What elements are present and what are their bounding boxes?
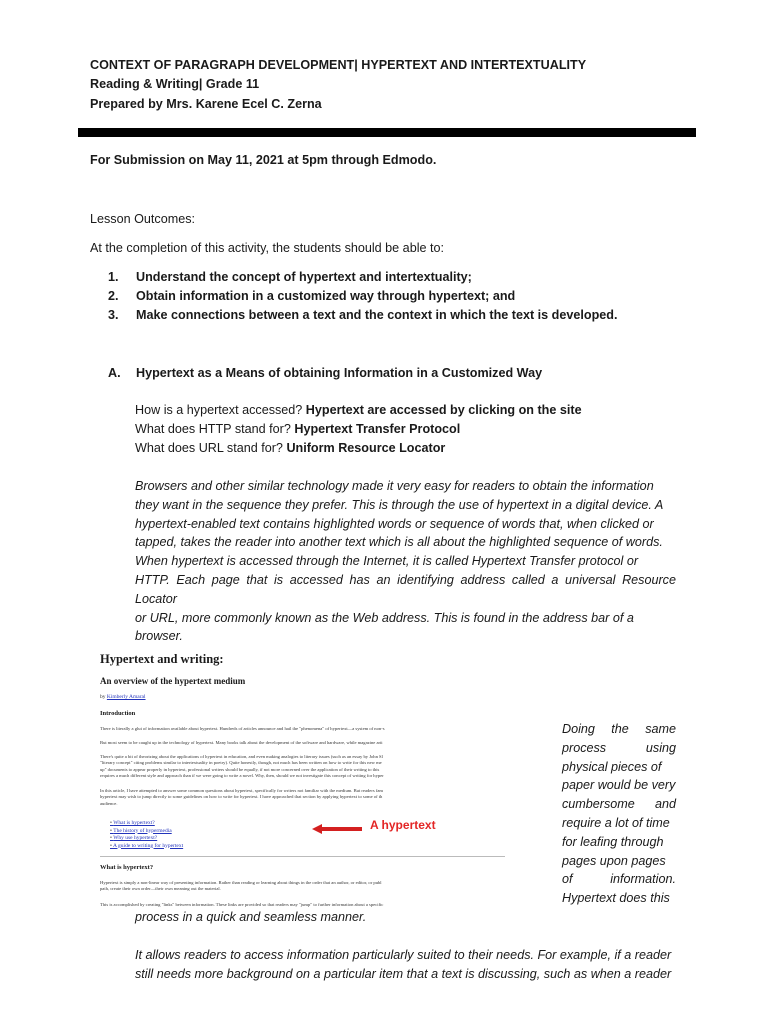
document-subject: Reading & Writing| Grade 11 [90,77,260,91]
screenshot-text-line: path, create their own order—their own meaning out the material. [100,886,221,892]
screenshot-link-list [110,820,183,850]
screenshot-text-line: There's quite a bit of theorizing about the applications of hypertext in education, and even making analogies to literary issues (such as an essay by John Sl [100,754,383,759]
screenshot-title: Hypertext and writing: [100,652,224,666]
outcomes-intro: At the completion of this activity, the students should be able to: [90,241,444,255]
screenshot-text-line: audience. [100,800,118,806]
screenshot-subtitle: An overview of the hypertext medium [100,676,246,686]
section-a-letter: A. [108,366,121,380]
screenshot-text-line: Hypertext is simply a non-linear way of presenting information. Rather than reading or learning about things in the order that an author, or editor, or publ [100,880,382,885]
screenshot-section-heading: What is hypertext? [100,864,154,871]
document-title: CONTEXT OF PARAGRAPH DEVELOPMENT| HYPERTEXT AND INTERTEXTUALITY [90,58,587,72]
outcomes-heading: Lesson Outcomes: [90,212,195,226]
outcomes-list [108,268,617,325]
qa-line: What does URL stand for? Uniform Resource Locator [135,441,446,455]
continuation-text: process in a quick and seamless manner. [135,910,367,924]
hyperlink[interactable]: • What is hypertext? [110,820,183,828]
section-a-title: Hypertext as a Means of obtaining Information in a Customized Way [136,366,543,380]
screenshot-intro-heading: Introduction [100,710,136,717]
screenshot-byline: by Kimberly Amaral [100,694,146,700]
screenshot-text-line: up" documents to appear properly in hypertext, professional writers should be equally, if not more concerned over the application of their writing to this [100,766,380,772]
header-divider [78,128,696,137]
screenshot-text-line: hypertext may wish to jump directly to some guidelines on how to write for hypertext. I have approached that section by applying hypertext to some of th [100,794,383,800]
screenshot-text-line: requires a much different style and approach than if we were going to write a novel. Why, then, should we not investigate this concept of writing for hyper [100,772,384,778]
document-author: Prepared by Mrs. Karene Ecel C. Zerna [90,97,322,111]
list-item: 2. Obtain information in a customized way through hypertext; and [108,289,516,303]
hyperlink[interactable]: • Why use hypertext? [110,835,183,843]
hyperlink[interactable]: • A guide to writing for hypertext [110,843,183,851]
hypertext-screenshot [100,648,505,910]
screenshot-divider [100,856,505,857]
qa-line: How is a hypertext accessed? Hypertext are accessed by clicking on the site [135,403,582,417]
hyperlink[interactable]: • The history of hypermedia [110,828,183,836]
screenshot-text-line: This is accomplished by creating "links" between information. These links are provided so that readers may "jump" to further information about a specific [100,902,384,907]
list-item: 1. Understand the concept of hypertext and intertextuality; [108,270,472,284]
author-link[interactable]: Kimberly Amaral [106,694,146,700]
arrow-annotation: A hypertext [370,818,436,832]
hypertext-paragraph: Browsers and other similar technology made it very easy for readers to obtain the information they want in the sequence they prefer. This is through the use of hypertext in a digital device. A hypertext-enabled text contains highlighted words or sequence of words that, when clicked or tapped, takes the reader into another text which is all about the highlighted sequence of words. When hypertext is accessed through the Internet, it is called Hypertext Transfer protocol or HTTP. Each page that is accessed has an identifying address called a universal Resource Locator or URL, more commonly known as the Web address. This is found in the address bar of a browser. [135,479,676,644]
side-paragraph: Doing the same process using physical pieces of paper would be very cumbersome and require a lot of time for leafing through pages upon pages of information. Hypertext does this [562,722,676,906]
qa-line: What does HTTP stand for? Hypertext Transfer Protocol [135,422,461,436]
left-arrow-icon [312,824,362,834]
screenshot-text-line: There is literally a glut of information available about hypertext. Hundreds of articles announce and hail the "phenomena" of hypertext—a system of non-s [100,726,385,731]
second-paragraph: It allows readers to access information particularly suited to their needs. For example, if a reader still needs more background on a particular item that a text is discussing, such as when a reader [135,948,672,981]
screenshot-text-line: In this article, I have attempted to answer some common questions about hypertext, specifically for writers not familiar with the medium. But readers fam [100,788,383,793]
screenshot-text-line: "literary concept" citing problems similar to intertextuality in poetry). Quite honestly, though, not much has been written on how to write for this new me [100,760,382,766]
submission-note: For Submission on May 11, 2021 at 5pm through Edmodo. [90,153,437,167]
list-item: 3. Make connections between a text and the context in which the text is developed. [108,308,618,322]
screenshot-text-line: But most seem to be caught up in the technology of hypertext. Many books talk about the development of the software and hardware, while magazine arti [100,740,383,745]
